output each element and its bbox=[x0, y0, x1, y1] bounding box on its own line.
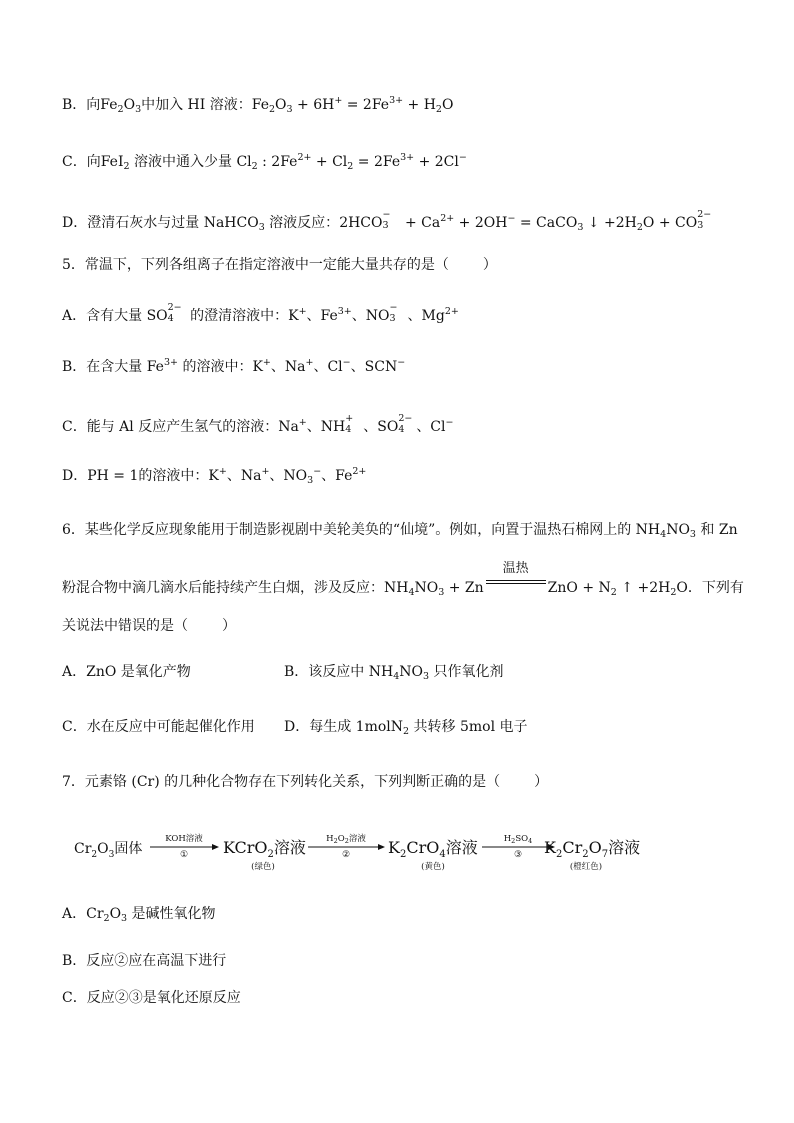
scheme-step-1: ① bbox=[179, 850, 189, 860]
q5-option-c: C．能与 Al 反应产生氢气的溶液：Na+、NH + 4 、SO 2− 4 、Cl− bbox=[62, 413, 454, 435]
scheme-reagent-1: KOH溶液 bbox=[165, 834, 203, 844]
q6-option-c: C．水在反应中可能起催化作用 bbox=[62, 719, 255, 735]
q7-stem: 7．元素铬 (Cr) 的几种化合物存在下列转化关系，下列判断正确的是（ ） bbox=[62, 774, 549, 790]
q6-stem-line2: 粉混合物中滴几滴水后能持续产生白烟，涉及反应：$NH_4NO_3 + Zn$ 温热 ZnO + $N_2$ ↑ $+2H_2O$．下列有 bbox=[62, 561, 744, 598]
scheme-step-3: ③ bbox=[513, 850, 523, 860]
scheme-color-2: (黄色) bbox=[421, 862, 445, 872]
heating-arrow bbox=[484, 561, 548, 592]
q6-stem-line1: 6．某些化学反应现象能用于制造影视剧中美轮美奂的“仙境”。例如，向置于温热石棉网上的 $NH_4NO_3$ 和 Zn bbox=[62, 522, 738, 540]
q6-option-d: D．每生成 1molN$_2$ 共转移 5mol 电子 bbox=[284, 719, 528, 737]
scheme-start: $Cr_2O_3$固体 bbox=[74, 841, 143, 860]
q7-option-c: C．反应②③是氧化还原反应 bbox=[62, 990, 241, 1006]
scheme-product-3: $K_2Cr_2O_7$溶液 bbox=[544, 838, 641, 860]
scheme-color-3: (橙红色) bbox=[569, 862, 603, 872]
q4-option-c: C．向FeI$_2$ 溶液中通入少量 $Cl_2$ : $2Fe^{2+} + Cl_2 = 2Fe^{3+} + 2Cl^-$ bbox=[62, 152, 467, 172]
q6-option-b: B．该反应中 $NH_4NO_3$ 只作氧化剂 bbox=[284, 664, 504, 682]
q6-option-a: A．ZnO 是氧化产物 bbox=[62, 664, 191, 680]
q4-option-b: B．向$Fe_2O_3$中加入 HI 溶液：$Fe_2O_3 + 6H^+ = 2Fe^{3+} + H_2O$ bbox=[62, 95, 454, 115]
scheme-product-1: KCrO$_2$溶液 bbox=[223, 838, 306, 860]
q7-option-b: B．反应②应在高温下进行 bbox=[62, 953, 227, 969]
q6-stem-line3: 关说法中错误的是（ ） bbox=[62, 618, 236, 634]
q5-option-a: A．含有大量 SO 2− 4 的澄清溶液中：K+、$Fe^{3+}$、NO − 3 、$Mg^{2+}$ bbox=[62, 302, 459, 324]
q4-option-d: D．澄清石灰水与过量 NaHCO$_3$ 溶液反应：2HCO − 3 + $Ca^{2+} + 2OH^-$ = CaCO$_3$ ↓ $+2H_2O$ + CO 2− 3 bbox=[62, 209, 712, 233]
scheme-reagent-2: $H_2O_2$溶液 bbox=[326, 834, 366, 845]
q5-stem: 5．常温下，下列各组离子在指定溶液中一定能大量共存的是（ ） bbox=[62, 257, 497, 273]
q7-option-a: A．$Cr_2O_3$ 是碱性氧化物 bbox=[62, 906, 216, 924]
chromium-conversion-scheme bbox=[70, 828, 670, 876]
scheme-color-1: (绿色) bbox=[251, 862, 275, 872]
condition-label: 温热 bbox=[502, 561, 529, 576]
scheme-step-2: ② bbox=[341, 850, 351, 860]
q5-option-d: D．PH = 1的溶液中：K+、Na+、$NO_3^-$、$Fe^{2+}$ bbox=[62, 466, 367, 486]
scheme-product-2: $K_2CrO_4$溶液 bbox=[388, 838, 478, 860]
scheme-reagent-3: $H_2SO_4$ bbox=[503, 834, 533, 845]
q5-option-b: B．在含大量 $Fe^{3+}$ 的溶液中：K+、Na+、Cl−、SCN− bbox=[62, 357, 406, 375]
